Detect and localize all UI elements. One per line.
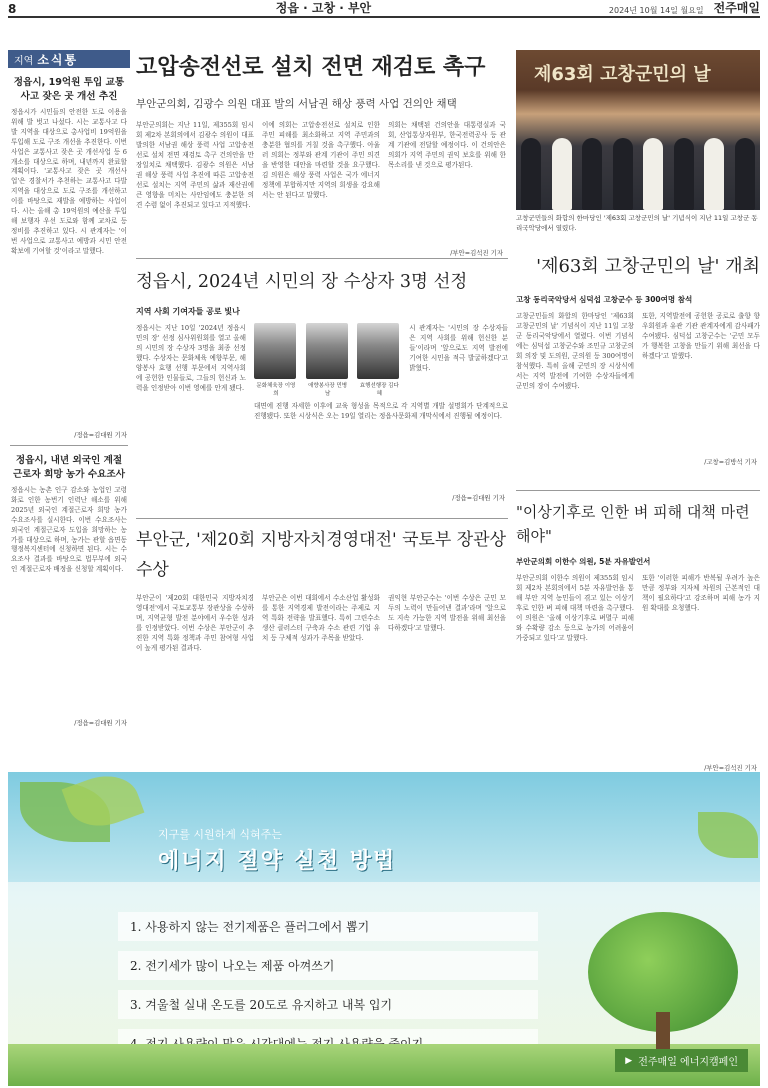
- sidebar-label: 지역: [14, 55, 34, 67]
- ad-tip: 3. 겨울철 실내 온도를 20도로 유지하고 내복 입기: [118, 990, 538, 1019]
- article1-col3-wrap: [388, 120, 506, 260]
- sidebar-story1-byline: /정읍=김대원 기자: [74, 431, 127, 439]
- article4-col3: 권익현 부안군수는 '이번 수상은 군민 모두의 노력이 만들어낸 결과'라며 '앞으로도 지속 가능한 지역 발전을 위해 최선을 다하겠다'고 말했다.: [388, 594, 506, 632]
- article3-subtitle: 지역 사회 기여자들 공로 빛나: [136, 307, 240, 316]
- article3-right: [254, 323, 508, 504]
- sidebar-story2-headline[interactable]: 정읍시, 내년 외국인 계절 근로자 희망 농가 수요조사: [13, 455, 125, 480]
- sidebar-story1-headline[interactable]: 정읍시, 19억원 투입 교통 사고 잦은 곳 개선 추진: [13, 77, 125, 102]
- sidebar-title: 소식통: [37, 52, 79, 67]
- energy-campaign-ad[interactable]: [8, 772, 760, 1086]
- article1-columns: [136, 120, 508, 260]
- ad-tip: 2. 전기세가 많이 나오는 제품 아껴쓰기: [118, 951, 538, 980]
- article3-col3: 시 관계자는 '시민의 장 수상자들은 지역 사회를 위해 헌신한 분들'이라며 '앞으로도 지역 발전에 기여한 시민을 적극 발굴하겠다'고 밝혔다.: [409, 324, 508, 372]
- portrait-caption: 효행선행장 김다혜: [359, 383, 399, 397]
- news-sidebar: [8, 50, 130, 770]
- person-silhouette: [521, 138, 541, 210]
- article-rice-damage: [516, 500, 760, 774]
- issue-date: 2024년 10월 14일 월요일: [608, 6, 704, 15]
- article-local-gov-award: [136, 525, 508, 790]
- article-transmission-line: [136, 50, 508, 260]
- divider: [136, 258, 508, 259]
- person-silhouette: [704, 138, 724, 210]
- article1-col2: 이에 의회는 고압송전선로 설치로 인한 주민 피해를 최소화하고 지역 주민과의 충분한 협의를 거칠 것을 촉구했다. 아울러 의회는 정부와 관계 기관이 주민 의견을 반영한 대안을 마련할 것을 요구했다. 김 의원은 해상 풍력 사업은 국가 에너지 정책에 부합하지만 지역의 희생을 강요해서는 안 된다고 말했다.: [262, 121, 380, 199]
- portrait-photo: [306, 323, 348, 379]
- sidebar-divider: [10, 445, 128, 446]
- person-silhouette: [552, 138, 572, 210]
- person-silhouette: [643, 138, 663, 210]
- tree-icon: [568, 912, 758, 1072]
- person-silhouette: [674, 138, 694, 210]
- sidebar-story2-body: 정읍시는 농촌 인구 감소와 농업인 고령화로 인한 농번기 인력난 해소를 위해 2025년 외국인 계절근로자 희망 농가 수요조사를 실시한다. 이번 수요조사는 외국인 계절근로자 도입을 희망하는 농가를 대상으로 하며, 농가는 관할 읍면동 행정복지센터에 신청하면 된다. 시는 수요조사 결과를 바탕으로 법무부에 외국인 계절근로자 배정을 신청할 계획이다.: [11, 486, 127, 574]
- page-header: [8, 0, 760, 18]
- person-silhouette: [582, 138, 602, 210]
- article5-col2: 또한 '이러한 피해가 반복될 우려가 높은 만큼 정부와 지자체 차원의 근본적인 대책이 필요하다'고 강조하며 피해 농가 지원 확대를 요청했다.: [642, 574, 760, 612]
- person-silhouette: [735, 138, 755, 210]
- page-number: 8: [8, 2, 17, 16]
- person-silhouette: [613, 138, 633, 210]
- photo-people: [516, 120, 760, 210]
- play-icon: ▶: [625, 1055, 633, 1066]
- article3-col2: 대면에 진행 자세한 이후에 교육 형성을 목적으로 각 지역별 개발 설명회가 단계적으로 진행됐다. 또한 시상식은 오는 19일 열리는 정읍사문화제 개막식에서 진행될 예정이다.: [254, 402, 508, 420]
- sidebar-title-bar: [8, 50, 130, 68]
- portrait-photo: [254, 323, 296, 379]
- article4-title[interactable]: 부안군, '제20회 지방자치경영대전' 국토부 장관상 수상: [136, 530, 507, 580]
- article2-title[interactable]: '제63회 고창군민의 날' 개최: [536, 256, 760, 277]
- photo1-caption: 고창군민들의 화합의 한마당인 '제63회 고창군민의 날' 기념식이 지난 11일 고창군 동리국악당에서 열렸다.: [516, 214, 758, 232]
- divider: [136, 518, 508, 519]
- article1-title[interactable]: 고압송전선로 설치 전면 재검토 촉구: [136, 55, 486, 80]
- article5-col1: 부안군의회 이한수 의원이 제355회 임시회 제2차 본회의에서 5분 자유발언을 통해 부안 지역 농민들이 겪고 있는 이상기후로 인한 벼 피해 대책 마련을 촉구했다. 이 의원은 '올해 이상기후로 벼멸구 피해와 수확량 감소 등으로 농가의 어려움이 가중되고 있다'고 말했다.: [516, 574, 634, 642]
- article5-columns: [516, 573, 760, 774]
- ad-tagline: 지구를 시원하게 식혀주는: [158, 828, 282, 841]
- photo-banner-text: 제63회 고창군민의 날: [534, 64, 711, 85]
- article1-subtitle: 부안군의회, 김광수 의원 대표 발의 서남권 해상 풍력 사업 건의안 채택: [136, 98, 457, 110]
- portrait-1: [254, 323, 298, 397]
- article4-columns: [136, 593, 508, 790]
- article2-subtitle: 고창 동리국악당서 심덕섭 고창군수 등 300여명 참석: [516, 295, 693, 304]
- article4-col3-wrap: [388, 593, 506, 790]
- article1-byline: /부안=김석진 기자: [450, 249, 503, 257]
- article3-byline: /정읍=김대원 기자: [452, 494, 505, 502]
- article-gochang-day: [516, 252, 760, 468]
- article3-title[interactable]: 정읍시, 2024년 시민의 장 수상자 3명 선정: [136, 272, 468, 292]
- article2-columns: [516, 311, 760, 468]
- article1-col1: 부안군의회는 지난 11일, 제355회 임시회 제2차 본회의에서 김광수 의원이 대표 발의한 서남권 해상 풍력 사업 고압송전선로 설치 전면 재검토 촉구 건의안을 만장일치로 채택했다. 김광수 의원은 서남권 해상 풍력 사업 추진에 따른 고압송전선로 설치는 지역 주민의 삶과 재산권에 큰 영향을 미치는 사안임에도 충분한 의견 수렴 없이 추진되고 있다고 지적했다.: [136, 121, 254, 209]
- portrait-caption: 문화체육장 이영희: [256, 383, 296, 397]
- portrait-row: [254, 323, 508, 397]
- article2-col2: 또한, 지역발전에 공헌한 공로로 출향 향우회원과 유관 기관 관계자에게 감사패가 수여됐다. 심덕섭 고창군수는 '군민 모두가 행복한 고창을 만들기 위해 최선을 다하겠다'고 말했다.: [642, 312, 760, 360]
- sidebar-story1-body: 정읍시가 시민들의 안전한 도로 이용을 위해 발 벗고 나섰다. 시는 교통사고 다발 지역을 대상으로 총사업비 19억원을 투입해 도로 구조 개선을 추진한다. 이번 사업은 교통사고 잦은 곳 개선사업 등 6개소를 대상으로 하며, 내년까지 완료할 계획이다. '교통사고 잦은 곳 개선사업'은 경찰서가 추천하는 교통사고 다발 지역을 대상으로 도로 구조를 개선하고 이를 바탕으로 재발을 예방하는 사업이다. 시는 올해 총 19억원의 예산을 투입해 보행자 우선 도로와 함께 교차로 등 정비를 추진하고 있다. 시 관계자는 '이번 사업으로 교통사고 예방과 시민 안전 확보에 기여할 것'이라고 말했다.: [11, 108, 127, 255]
- photo-gochang-ceremony: [516, 50, 760, 210]
- article2-byline: /고창=김방석 기자: [704, 458, 757, 466]
- article5-subtitle: 부안군의회 이한수 의원, 5분 자유발언서: [516, 557, 651, 566]
- article3-columns: [136, 323, 508, 504]
- portrait-3: [357, 323, 401, 397]
- article5-col2-wrap: [642, 573, 760, 774]
- article3-col1: 정읍시는 지난 10일 '2024년 정읍시민의 장' 선정 심사위원회를 열고 올해의 시민의 장 수상자 3명을 최종 선정했다. 수상자는 문화체육 예향부문, 해양봉사 효행 선행 부문에서 지역사회에 공헌한 인물들로, 그들의 헌신과 노력을 인정받아 이번 영예를 안게 됐다.: [136, 324, 246, 392]
- section-title: 정읍 · 고창 · 부안: [275, 1, 372, 15]
- portrait-2: [306, 323, 350, 397]
- article4-col2: 부안군은 이번 대회에서 수소산업 활성화를 통한 지역경제 발전이라는 주제로 지역 특화 전략을 발표했다. 특히 그린수소 생산 클러스터 구축과 수소 관련 기업 유치 등 구체적 성과가 주목을 받았다.: [262, 594, 380, 642]
- article-citizen-award: [136, 268, 508, 504]
- ad-campaign-badge[interactable]: [615, 1049, 748, 1072]
- article4-col1: 부안군이 '제20회 대한민국 지방자치경영대전'에서 국토교통부 장관상을 수상하며, 지역균형 발전 분야에서 우수한 성과를 인정받았다. 이번 수상은 부안군이 추진한 지역 특화 정책과 주민 참여형 사업이 높게 평가된 결과다.: [136, 594, 254, 652]
- divider: [516, 490, 760, 491]
- article2-col1: 고창군민들의 화합의 한마당인 '제63회 고창군민의 날' 기념식이 지난 11일 고창군 동리국악당에서 열렸다. 이번 기념식에는 심덕섭 고창군수와 조민규 고창군의회 의장 및 도의원, 군의원 등 300여명이 참석했다. 특히 올해 군민의 장 시상식에서는 지역 발전에 기여한 수상자들에게 군민의 장이 수여됐다.: [516, 312, 634, 390]
- paper-name: 전주매일: [713, 1, 760, 15]
- ad-tip: 1. 사용하지 않는 전기제품은 플러그에서 뽑기: [118, 912, 538, 941]
- portrait-caption: 애향봉사장 민병남: [308, 383, 348, 397]
- article5-byline: /부안=김석진 기자: [704, 764, 757, 772]
- article5-title[interactable]: "이상기후로 인한 벼 피해 대책 마련해야": [516, 503, 750, 545]
- ad-campaign-label: 전주매일 에너지캠페인: [638, 1057, 738, 1068]
- sidebar-story2-byline: /정읍=김대원 기자: [74, 719, 127, 727]
- article1-col3: 의회는 채택된 건의안을 대통령실과 국회, 산업통상자원부, 한국전력공사 등 관계 기관에 전달할 예정이다. 이 건의안은 의회가 지역 주민의 권익 보호를 위해 한목소리를 낸 것으로 평가된다.: [388, 121, 506, 169]
- article2-col2-wrap: [642, 311, 760, 468]
- ad-headline: 에너지 절약 실천 방법: [158, 849, 397, 874]
- portrait-photo: [357, 323, 399, 379]
